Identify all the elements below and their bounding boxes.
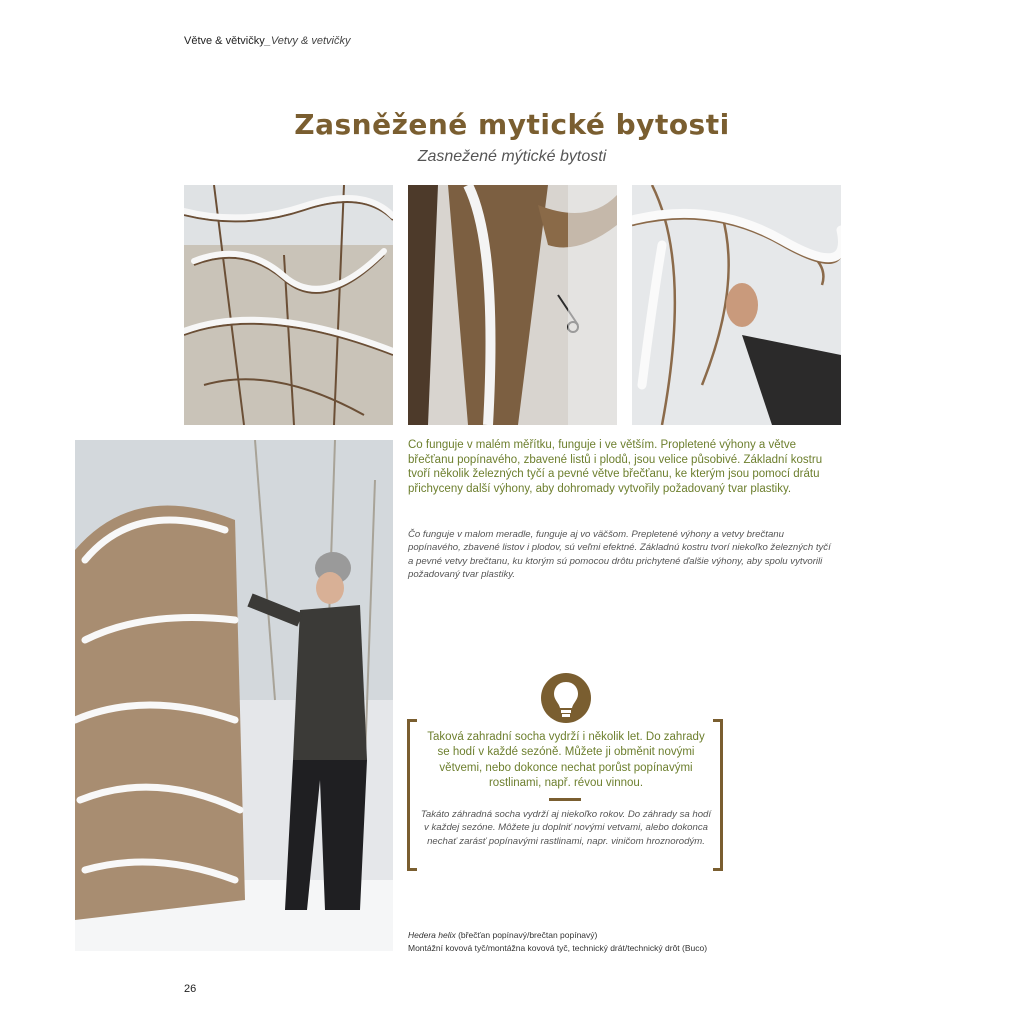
header-section-sk: _Vetvy & vetvičky: [264, 35, 351, 47]
caption-common-name: (břečťan popínavý/brečtan popínavý): [455, 930, 598, 940]
lightbulb-icon: [541, 673, 591, 723]
running-header: [184, 35, 351, 47]
tip-text-cz: Taková zahradní socha vydrží i několik let. Do zahrady se hodí v každé sezóně. Můžete ji obměnit novými větvemi, nebo dokonce nechat porůst popínavými rostlinami, např. révou vinnou.: [427, 731, 705, 790]
page-title: Zasněžené mytické bytosti: [294, 108, 730, 141]
body-text-sk: Čo funguje v malom meradle, funguje aj vo väčšom. Prepletené výhony a vetvy brečtanu popínavého, zbavené listov i plodov, sú veľmi efektné. Základnú kostru tvorí niekoľko železných tyčí a pevné vetvy brečtanu, ku ktorým sú pomocou drôtu prichytené ďalšie výhony, aby spolu vytvorili požadovaný tvar plastiky.: [408, 529, 831, 581]
wire-on-branch-photo: [408, 185, 617, 425]
tip-text-sk: Takáto záhradná socha vydrží aj niekoľko rokov. Do záhrady sa hodí v každej sezóne. Môžete ju doplniť novými vetvami, alebo dokonca nechať zarásť popínavými rastlinami, napr. viničom hroznorodým.: [420, 809, 712, 847]
body-text-cz: Co funguje v malém měřítku, funguje i ve větším. Propletené výhony a větve břečťanu popínavého, zbavené listů i plodů, jsou velice působivé. Základní kostru tvoří několik železných tyčí a pevné větve břečťanu, ke kterým jsou pomocí drátu přichyceny další výhony, aby dohromady vytvořily požadovaný tvar plastiky.: [408, 439, 823, 495]
man-with-sculpture-photo: [75, 440, 393, 951]
page-number: 26: [184, 983, 197, 995]
snowy-branches-photo: [184, 185, 393, 425]
page-subtitle: Zasnežené mýtické bytosti: [417, 148, 607, 165]
caption-latin-name: Hedera helix: [408, 930, 456, 940]
header-section-cz: Větve & větvičky: [184, 35, 265, 47]
hand-tying-branch-photo: [632, 185, 841, 425]
photo-caption: [408, 929, 848, 955]
caption-materials: Montážní kovová tyč/montážna kovová tyč, technický drát/technický drôt (Buco): [408, 943, 708, 953]
tip-bracket-left: [407, 719, 417, 871]
tip-bracket-right: [713, 719, 723, 871]
tip-divider: [549, 798, 581, 801]
